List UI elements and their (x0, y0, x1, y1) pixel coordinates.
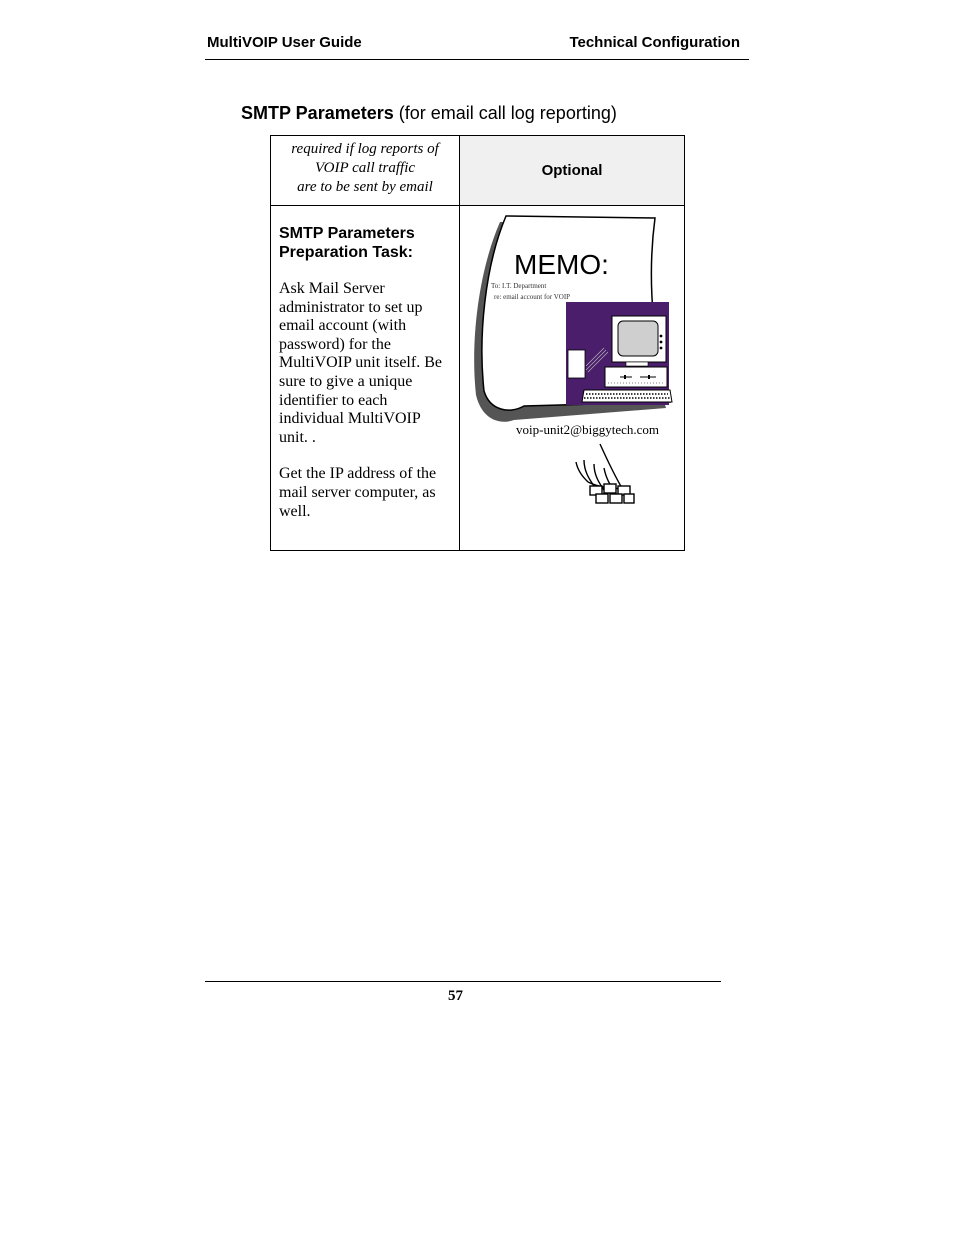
task-title-line: SMTP Parameters (279, 225, 415, 242)
smtp-parameters-table (270, 135, 685, 551)
task-title (279, 224, 451, 262)
required-note-line: VOIP call traffic (314, 160, 416, 176)
optional-label-cell: Optional (460, 136, 685, 206)
running-header-section: Technical Configuration (569, 34, 740, 51)
email-address-caption: voip-unit2@biggytech.com (516, 422, 660, 437)
preparation-task-cell (271, 206, 460, 551)
running-header-title: MultiVOIP User Guide (207, 34, 362, 51)
task-paragraph: Get the IP address of the mail server computer, as well. (279, 465, 437, 520)
memo-illustration (460, 206, 684, 532)
required-note-cell (271, 136, 460, 206)
memo-illustration-cell (460, 206, 685, 551)
page-number: 57 (448, 988, 463, 1004)
required-note-line: required if log reports of (291, 141, 439, 157)
memo-re-line: re: email account for VOIP (494, 293, 571, 301)
memo-heading: MEMO: (514, 249, 609, 280)
task-paragraph: Ask Mail Server administrator to set up email account (with password) for the MultiVOIP unit itself. Be sure to give a unique identifier to each individual MultiVOIP unit. . (279, 280, 442, 446)
footer-rule (205, 981, 721, 982)
hand-typing-icon (576, 444, 634, 503)
header-rule (205, 59, 749, 60)
section-title-subtitle: (for email call log reporting) (393, 103, 617, 123)
computer-icon (566, 302, 672, 405)
required-note-line: are to be sent by email (297, 179, 433, 195)
memo-to-line: To: I.T. Department (491, 282, 547, 290)
task-title-line: Preparation Task: (279, 244, 413, 261)
section-title (241, 103, 617, 124)
section-title-bold: SMTP Parameters (241, 103, 394, 123)
